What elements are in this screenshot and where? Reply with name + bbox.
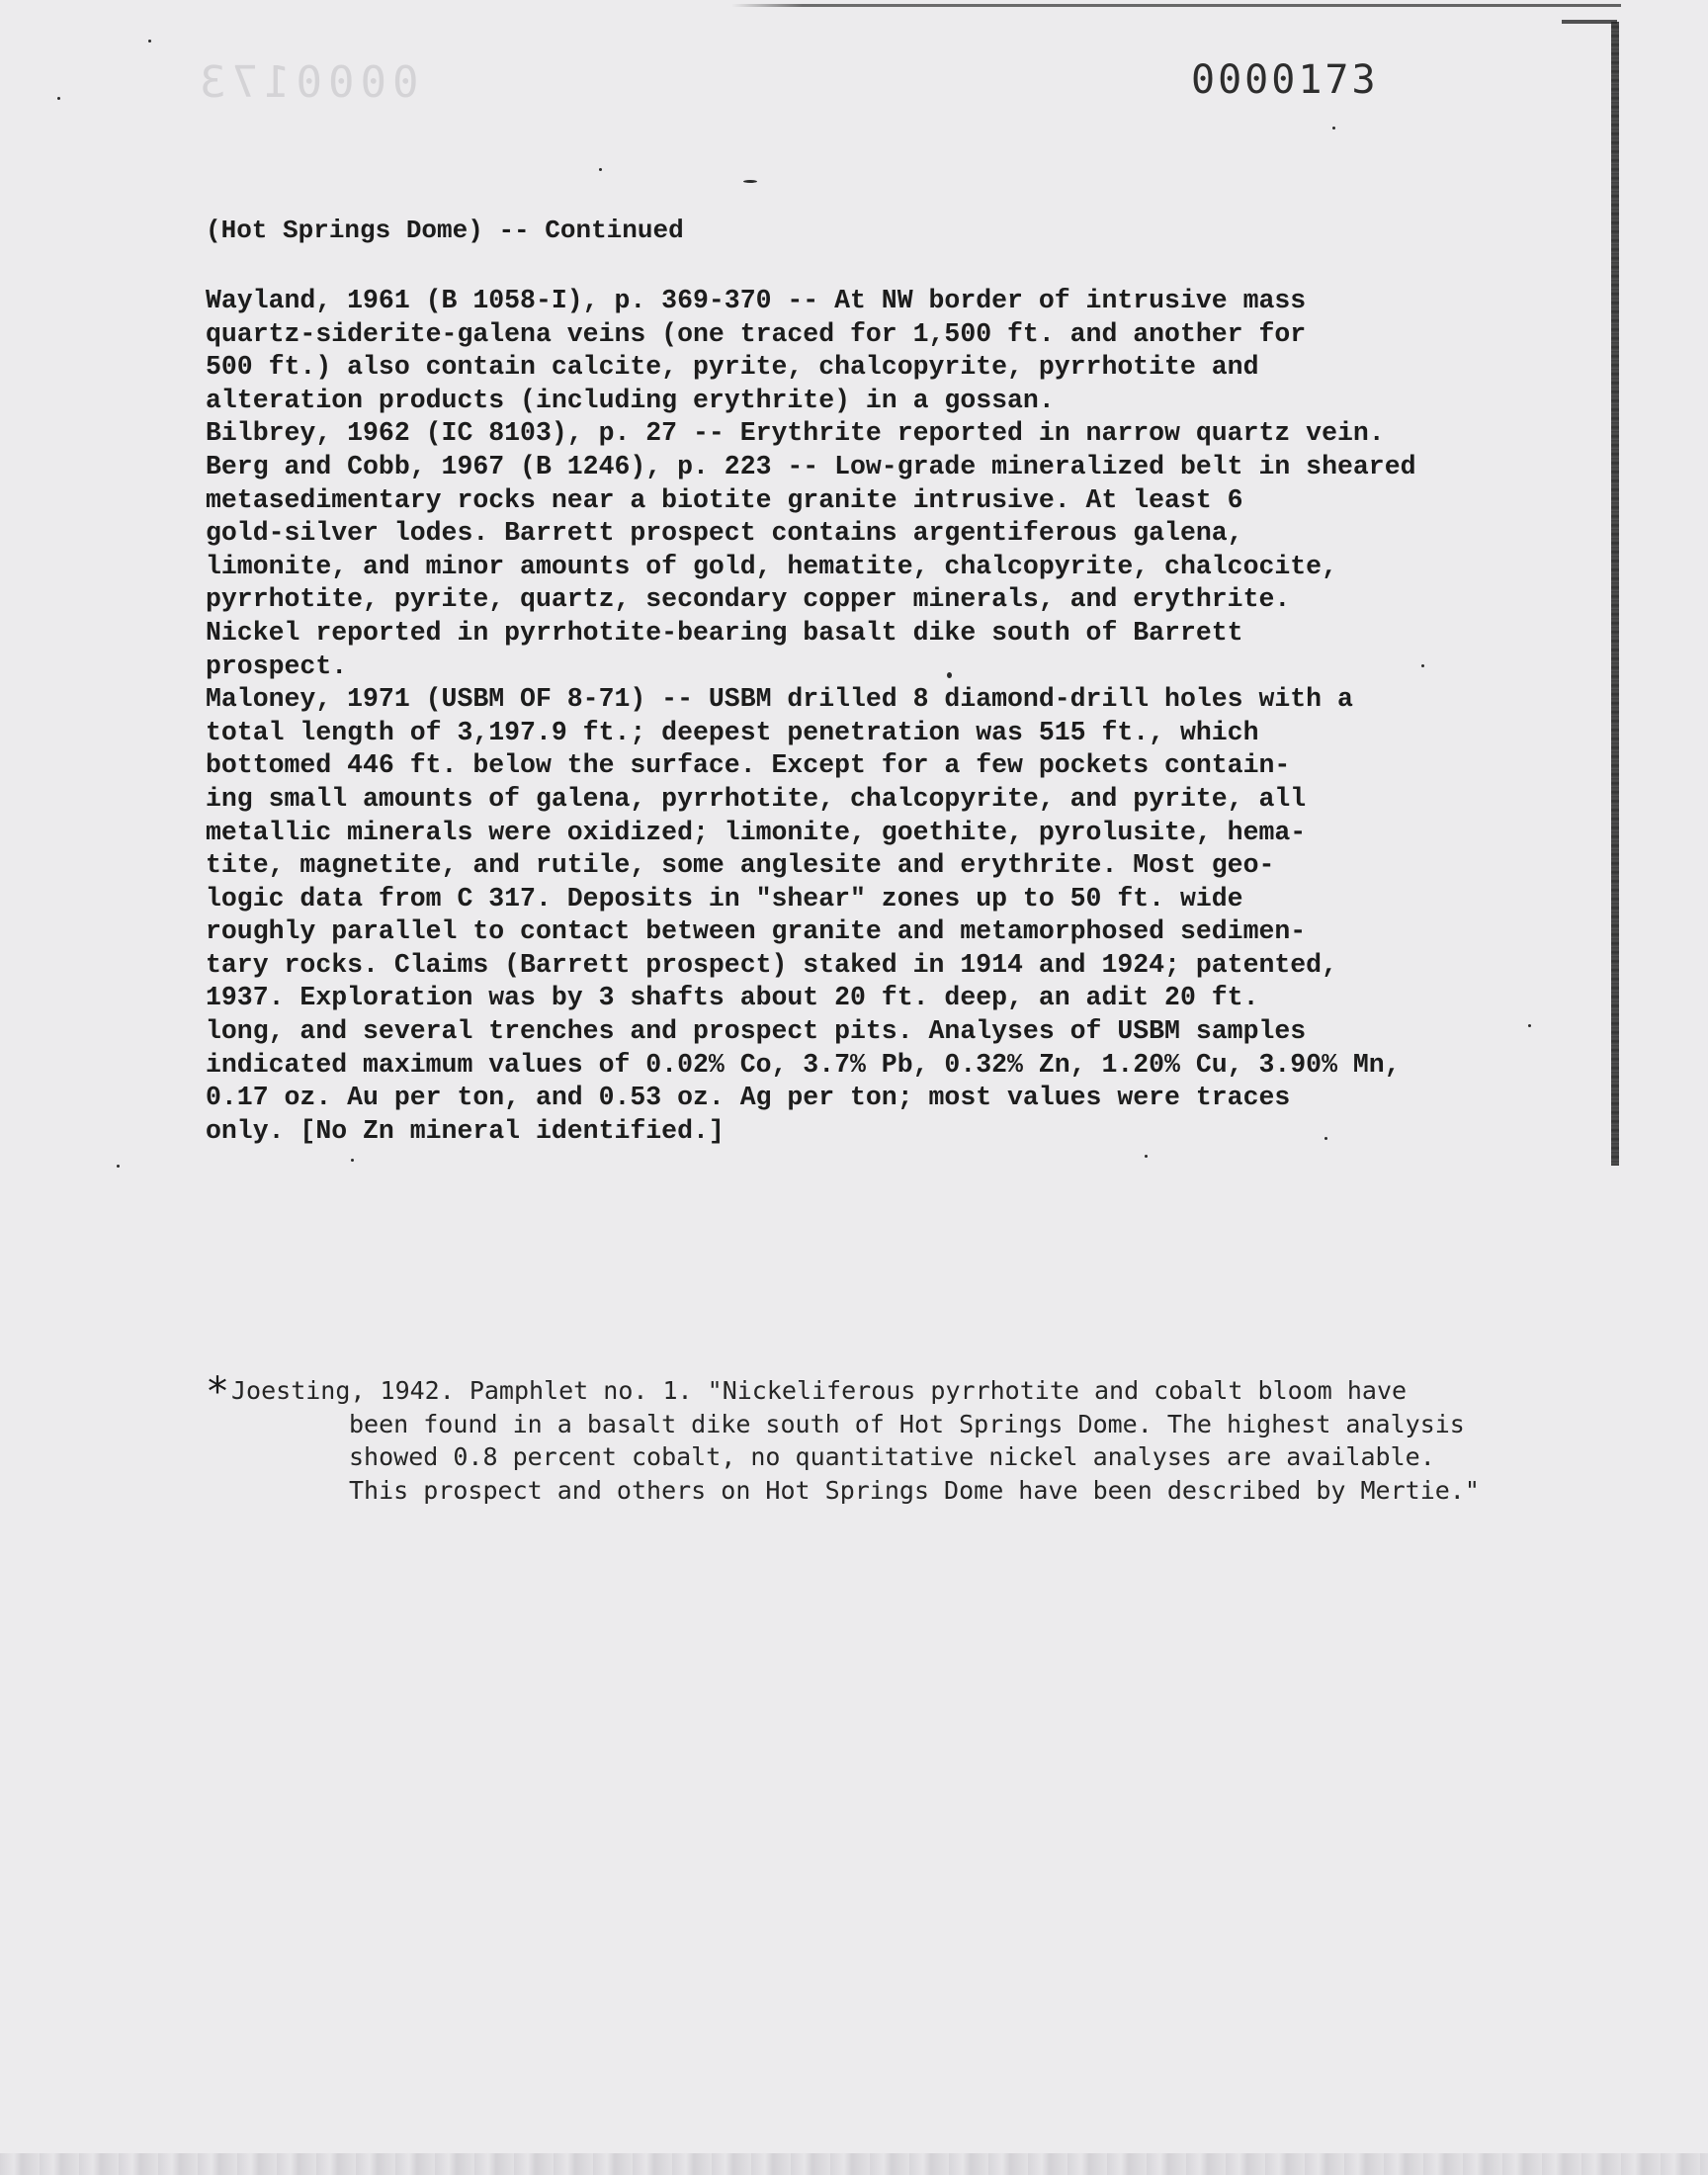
entry-line: Wayland, 1961 (B 1058-I), p. 369-370 -- At NW border of intrusive mass xyxy=(206,286,1307,315)
entry-line: 0.17 oz. Au per ton, and 0.53 oz. Ag per ton; most values were traces xyxy=(206,1083,1291,1113)
document-number: 0000173 xyxy=(1191,57,1379,103)
scan-speck xyxy=(599,168,602,171)
entry-line: quartz-siderite-galena veins (one traced for 1,500 ft. and another for xyxy=(206,318,1307,349)
footnote-line xyxy=(208,1369,1611,1415)
entry-line: logic data from C 317. Deposits in "shear" zones up to 50 ft. wide xyxy=(206,883,1243,914)
entry-line: metasedimentary rocks near a biotite granite intrusive. At least 6 xyxy=(206,484,1243,515)
entry-line: metallic minerals were oxidized; limonite, goethite, pyrolusite, hema- xyxy=(206,817,1307,847)
entry-line: indicated maximum values of 0.02% Co, 3.7% Pb, 0.32% Zn, 1.20% Cu, 3.90% Mn, xyxy=(206,1049,1401,1080)
scan-speck xyxy=(57,97,60,100)
entry-line: Maloney, 1971 (USBM OF 8-71) -- USBM drilled 8 diamond-drill holes with a xyxy=(206,684,1353,715)
entry-line: bottomed 446 ft. below the surface. Except for a few pockets contain- xyxy=(206,750,1291,781)
asterisk-marker: * xyxy=(208,1369,227,1415)
entry-line: ing small amounts of galena, pyrrhotite, chalcopyrite, and pyrite, all xyxy=(206,783,1307,814)
entry-line: Bilbrey, 1962 (IC 8103), p. 27 -- Erythrite reported in narrow quartz vein. xyxy=(206,418,1385,449)
scan-top-edge xyxy=(731,4,1621,7)
scan-speck xyxy=(1332,127,1335,130)
scan-corner-mark xyxy=(1562,20,1617,24)
reference-list xyxy=(206,285,1570,1148)
scan-right-edge xyxy=(1611,22,1619,1166)
reference-entry-berg-cobb xyxy=(206,451,1570,683)
scan-speck xyxy=(743,180,757,183)
scan-speck xyxy=(117,1165,120,1168)
reference-entry-wayland xyxy=(206,285,1570,417)
entry-line: tite, magnetite, and rutile, some anglesite and erythrite. Most geo- xyxy=(206,850,1275,881)
entry-line: long, and several trenches and prospect pits. Analyses of USBM samples xyxy=(206,1016,1307,1047)
footnote-line: been found in a basalt dike south of Hot Springs Dome. The highest analysis xyxy=(349,1409,1465,1438)
entry-line: total length of 3,197.9 ft.; deepest penetration was 515 ft., which xyxy=(206,717,1259,747)
entry-line: Nickel reported in pyrrhotite-bearing basalt dike south of Barrett xyxy=(206,617,1243,648)
scan-speck xyxy=(148,40,151,43)
entry-line: 1937. Exploration was by 3 shafts about 20 ft. deep, an adit 20 ft. xyxy=(206,983,1259,1013)
footnote-line: This prospect and others on Hot Springs Dome have been described by Mertie." xyxy=(349,1476,1480,1506)
entry-line: limonite, and minor amounts of gold, hematite, chalcopyrite, chalcocite, xyxy=(206,551,1337,581)
footnote xyxy=(208,1369,1611,1508)
entry-line: prospect. xyxy=(206,651,348,681)
reference-entry-bilbrey xyxy=(206,417,1570,451)
scan-speck xyxy=(1145,1155,1148,1158)
bleed-through-stamp: 0000173 xyxy=(194,57,419,108)
page-header: (Hot Springs Dome) -- Continued xyxy=(206,216,684,245)
scan-bottom-band xyxy=(0,2153,1708,2175)
entry-line: Berg and Cobb, 1967 (B 1246), p. 223 -- Low-grade mineralized belt in sheared xyxy=(206,451,1416,481)
scan-speck xyxy=(351,1159,354,1162)
entry-line: only. [No Zn mineral identified.] xyxy=(206,1115,725,1146)
entry-line: tary rocks. Claims (Barrett prospect) staked in 1914 and 1924; patented, xyxy=(206,949,1337,980)
entry-line: alteration products (including erythrite) in a gossan. xyxy=(206,385,1055,415)
reference-entry-maloney xyxy=(206,683,1570,1148)
footnote-text: Joesting, 1942. Pamphlet no. 1. "Nickeliferous pyrrhotite and cobalt bloom have xyxy=(231,1376,1408,1405)
entry-line: roughly parallel to contact between granite and metamorphosed sedimen- xyxy=(206,916,1307,947)
entry-line: 500 ft.) also contain calcite, pyrite, chalcopyrite, pyrrhotite and xyxy=(206,352,1259,383)
entry-line: pyrrhotite, pyrite, quartz, secondary copper minerals, and erythrite. xyxy=(206,584,1291,615)
entry-line: gold-silver lodes. Barrett prospect contains argentiferous galena, xyxy=(206,518,1243,549)
footnote-line: showed 0.8 percent cobalt, no quantitative nickel analyses are available. xyxy=(349,1442,1435,1472)
